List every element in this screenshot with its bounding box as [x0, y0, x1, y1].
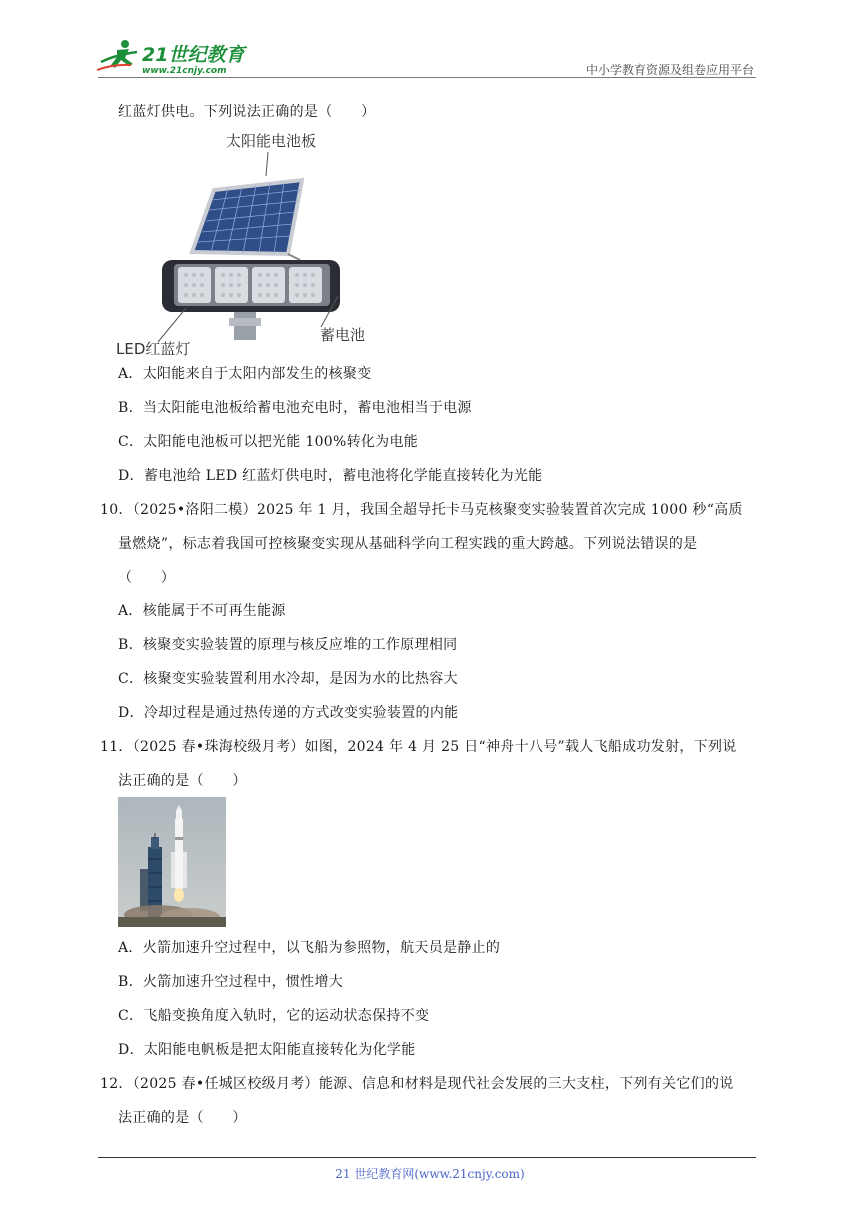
q11-option-d: D．太阳能电帆板是把太阳能直接转化为化学能 — [118, 1042, 416, 1058]
q11-stem-line-2: 法正确的是（ ） — [118, 773, 247, 789]
footer-divider — [98, 1157, 756, 1158]
label-solar-panel: 太阳能电池板 — [226, 132, 317, 150]
q11-option-a: A．火箭加速升空过程中，以飞船为参照物，航天员是静止的 — [118, 940, 501, 956]
q9-stem: 红蓝灯供电。下列说法正确的是（ ） — [118, 104, 376, 120]
solar-panel-image — [192, 180, 302, 260]
solar-traffic-light-figure — [116, 128, 366, 358]
platform-name: 中小学教育资源及组卷应用平台 — [585, 63, 754, 77]
q10-stem-line-1: 10．（2025•洛阳二模）2025 年 1 月，我国全超导托卡马克核聚变实验装置首次完成 1000 秒“高质 — [100, 502, 743, 518]
label-battery: 蓄电池 — [320, 326, 366, 344]
q9-option-b: B．当太阳能电池板给蓄电池充电时，蓄电池相当于电源 — [118, 400, 472, 416]
q12-stem-line-1: 12．（2025 春•任城区校级月考）能源、信息和材料是现代社会发展的三大支柱，下列有关它们的说 — [100, 1076, 734, 1092]
q10-option-d: D．冷却过程是通过热传递的方式改变实验装置的内能 — [118, 705, 459, 721]
logo-title: 21世纪教育 — [142, 44, 245, 66]
q10-stem-line-2: 量燃烧”，标志着我国可控核聚变实现从基础科学向工程实践的重大跨越。下列说法错误的是 — [118, 536, 698, 552]
q10-option-a: A．核能属于不可再生能源 — [118, 603, 286, 619]
site-logo — [95, 38, 255, 78]
q9-option-d: D．蓄电池给 LED 红蓝灯供电时，蓄电池将化学能直接转化为光能 — [118, 468, 543, 484]
runner-logo-icon — [97, 40, 137, 70]
q11-option-c: C．飞船变换角度入轨时，它的运动状态保持不变 — [118, 1008, 430, 1024]
led-lamp-image — [162, 260, 340, 340]
q10-option-b: B．核聚变实验装置的原理与核反应堆的工作原理相同 — [118, 637, 458, 653]
q10-option-c: C．核聚变实验装置利用水冷却，是因为水的比热容大 — [118, 671, 458, 687]
rocket-launch-photo — [118, 797, 226, 927]
q11-option-b: B．火箭加速升空过程中，惯性增大 — [118, 974, 344, 990]
logo-url: www.21cnjy.com — [142, 66, 227, 76]
label-led-lamp: LED红蓝灯 — [116, 340, 191, 358]
q10-stem-line-3: （ ） — [118, 570, 176, 586]
footer-link[interactable]: 21 世纪教育网(www.21cnjy.com) — [335, 1167, 525, 1181]
q12-stem-line-2: 法正确的是（ ） — [118, 1110, 247, 1126]
q11-stem-line-1: 11．（2025 春•珠海校级月考）如图，2024 年 4 月 25 日“神舟十八号”载人飞船成功发射，下列说 — [100, 739, 737, 755]
header-divider — [98, 77, 756, 78]
q9-option-a: A．太阳能来自于太阳内部发生的核聚变 — [118, 366, 372, 382]
q9-option-c: C．太阳能电池板可以把光能 100%转化为电能 — [118, 434, 419, 450]
